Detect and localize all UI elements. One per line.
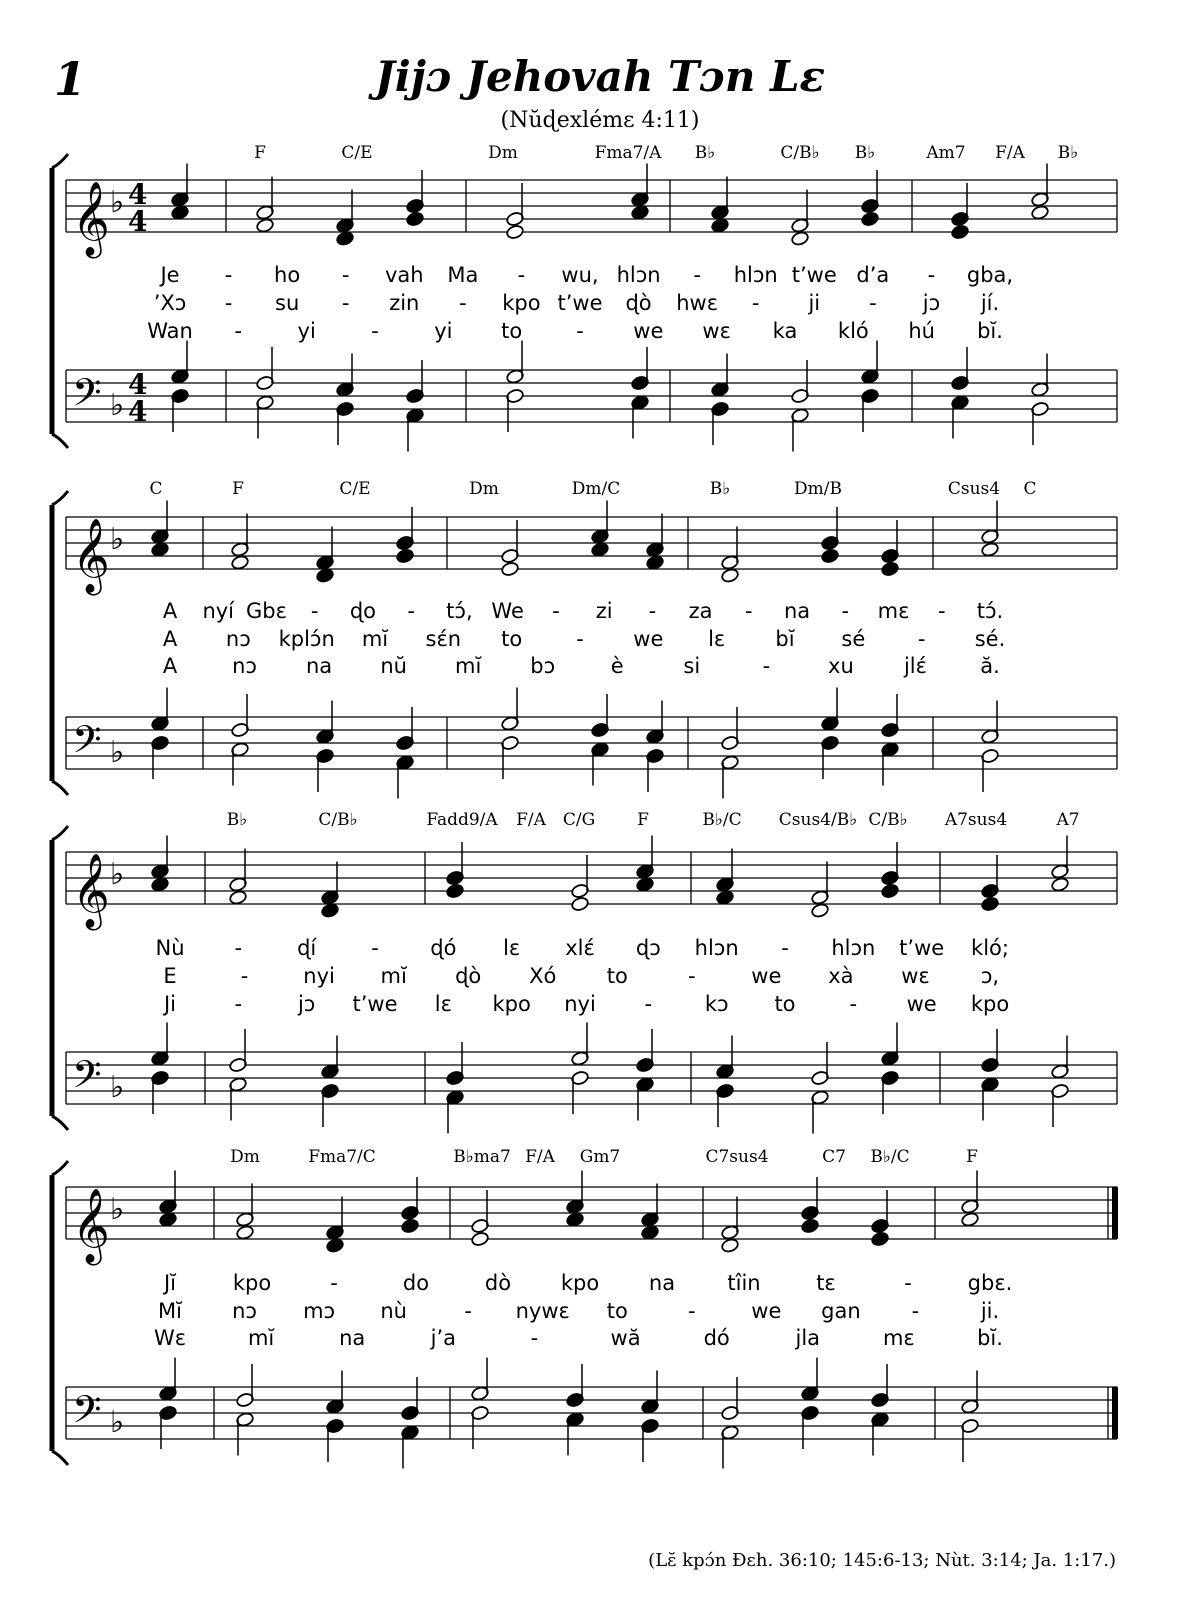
notehead xyxy=(446,883,465,899)
lyric-syllable: t’we xyxy=(791,263,837,287)
lyric-syllable: we xyxy=(633,319,664,343)
time-signature-top: 4 xyxy=(128,178,148,211)
lyric-syllable: xà xyxy=(828,964,854,988)
lyric-syllable: hlɔn xyxy=(733,263,778,287)
chord-symbol: Dm xyxy=(488,143,518,163)
scripture-reference: (Nŭɖexlémɛ 4:11) xyxy=(500,108,700,133)
notehead xyxy=(1051,877,1070,893)
lyric-syllable: ɖò xyxy=(455,964,482,988)
final-barline-thick xyxy=(1112,1387,1118,1439)
notehead xyxy=(631,205,650,221)
lyric-syllable: hlɔn xyxy=(616,263,661,287)
lyric-syllable: mɔ xyxy=(303,1299,336,1323)
lyric-syllable: - xyxy=(762,654,771,678)
lyric-syllable: xlɛ́ xyxy=(565,936,595,960)
lyric-syllable: - xyxy=(745,599,753,623)
notehead xyxy=(1031,205,1050,221)
notehead xyxy=(641,1225,660,1241)
bass-clef: 𝄢 xyxy=(72,717,102,771)
lyric-syllable: ka xyxy=(772,319,798,343)
lyric-syllable: dó xyxy=(703,1326,730,1350)
lyric-syllable: nɔ xyxy=(232,1299,257,1323)
notehead xyxy=(961,1212,980,1228)
lyric-syllable: kpo xyxy=(970,992,1010,1016)
notehead xyxy=(646,555,665,571)
lyric-syllable: A xyxy=(162,627,178,651)
treble-staff xyxy=(66,1187,1118,1266)
lyric-syllable: hú xyxy=(908,319,935,343)
lyric-syllable: bĭ. xyxy=(977,1326,1003,1350)
lyric-syllable: tɛ xyxy=(816,1271,836,1295)
chord-symbol: F xyxy=(637,810,649,830)
notehead xyxy=(721,1238,740,1254)
lyric-syllable: sé xyxy=(841,627,866,651)
lyric-syllable: hwɛ xyxy=(676,291,719,315)
lyric-syllable: Xó xyxy=(529,964,557,988)
lyric-syllable: ɖɔ xyxy=(635,936,661,960)
lyric-syllable: bĭ xyxy=(775,627,795,651)
chord-symbol: Dm/B xyxy=(794,479,842,499)
lyric-syllable: nù xyxy=(380,1299,407,1323)
lyric-syllable: kpo xyxy=(502,291,541,315)
notehead xyxy=(566,1212,585,1228)
lyric-syllable: - xyxy=(224,263,233,287)
lyric-syllable: lɛ xyxy=(434,992,452,1016)
lyric-syllable: sé. xyxy=(974,627,1006,651)
lyric-syllable: we xyxy=(906,992,937,1016)
chord-symbol: B♭ xyxy=(694,143,716,163)
lyric-syllable: na xyxy=(648,1271,676,1295)
lyric-syllable: kpo xyxy=(492,992,531,1016)
lyric-syllable: to xyxy=(501,627,523,651)
chord-symbol: Dm xyxy=(469,479,499,499)
lyric-syllable: yi xyxy=(297,319,316,343)
notehead xyxy=(321,903,340,919)
treble-clef: 𝄞 xyxy=(72,519,110,593)
lyric-syllable: - xyxy=(517,263,526,287)
lyric-syllable: - xyxy=(464,1299,472,1323)
chord-symbol: C7sus4 xyxy=(705,1147,769,1167)
lyric-syllable: Mĭ xyxy=(158,1299,182,1323)
lyric-syllable: tɔ́, xyxy=(446,599,473,623)
notehead xyxy=(711,218,730,234)
lyric-syllable: ho xyxy=(274,263,301,287)
lyric-syllable: ɔ, xyxy=(980,964,1000,988)
lyric-syllable: - xyxy=(849,992,858,1016)
lyric-syllable: gba, xyxy=(966,263,1014,287)
final-barline-thick xyxy=(1112,1187,1118,1239)
lyric-syllable: - xyxy=(576,319,584,343)
hymn-title: Jijɔ Jehovah Tɔn Lɛ xyxy=(374,52,826,101)
lyric-syllable: wu, xyxy=(561,263,599,287)
lyric-syllable: - xyxy=(937,599,946,623)
bass-clef: 𝄢 xyxy=(72,1052,102,1106)
chord-symbol: B♭ xyxy=(1057,143,1079,163)
lyric-syllable: kpo xyxy=(560,1271,600,1295)
key-signature-flat: ♭ xyxy=(110,388,125,423)
notehead xyxy=(791,231,810,247)
lyric-syllable: ’Xɔ xyxy=(153,291,187,315)
lyric-syllable: mĭ xyxy=(361,627,389,651)
chord-symbol: Gm7 xyxy=(579,1147,621,1167)
key-signature-flat: ♭ xyxy=(110,1070,125,1105)
chord-symbol: B♭/C xyxy=(870,1147,910,1167)
lyric-syllable: dò xyxy=(484,1271,512,1295)
bass-staff xyxy=(66,1052,1117,1106)
notehead xyxy=(501,561,520,577)
bracket-bottom xyxy=(52,1116,68,1130)
lyric-syllable: Gbɛ xyxy=(245,599,287,623)
lyric-syllable: - xyxy=(371,936,379,960)
lyric-syllable: jlɛ́ xyxy=(903,654,927,678)
lyric-syllable: to xyxy=(774,992,796,1016)
notehead xyxy=(861,211,880,227)
time-signature-top: 4 xyxy=(128,368,148,401)
footer-references: (Lɛ̆ kpɔ́n Ðɛh. 36:10; 145:6-13; Nùt. 3:14; Ja. 1:17.) xyxy=(648,1550,1116,1571)
chord-symbol: B♭/C xyxy=(702,810,742,830)
notehead xyxy=(336,231,355,247)
lyric-syllable: Nù xyxy=(155,936,185,960)
bracket-top xyxy=(52,1161,68,1175)
key-signature-flat: ♭ xyxy=(110,735,125,770)
lyric-syllable: to xyxy=(606,1299,628,1323)
lyric-syllable: t’we xyxy=(352,992,398,1016)
lyric-syllable: nywɛ xyxy=(515,1299,570,1323)
lyric-syllable: za xyxy=(688,599,713,623)
hymn-number: 1 xyxy=(54,52,87,106)
chord-symbol: F xyxy=(254,143,266,163)
lyric-syllable: j’a xyxy=(430,1326,457,1350)
chord-symbol: C xyxy=(1023,479,1037,499)
chord-symbol: C/B♭ xyxy=(318,810,358,830)
lyric-syllable: to xyxy=(606,964,628,988)
lyric-syllable: mɛ xyxy=(877,599,910,623)
chord-symbol: F xyxy=(966,1147,978,1167)
lyric-syllable: nyi xyxy=(303,964,335,988)
lyric-syllable: do xyxy=(402,1271,430,1295)
lyric-syllable: ɖò xyxy=(625,291,652,315)
notehead xyxy=(151,542,170,558)
lyric-syllable: lɛ xyxy=(503,936,521,960)
key-signature-flat: ♭ xyxy=(110,1405,125,1440)
lyric-syllable: - xyxy=(869,291,877,315)
lyric-syllable: We xyxy=(491,599,524,623)
notehead xyxy=(881,883,900,899)
lyric-syllable: t’we xyxy=(899,936,945,960)
treble-clef: 𝄞 xyxy=(72,182,110,256)
lyric-syllable: ji. xyxy=(980,1299,1000,1323)
notehead xyxy=(801,1218,820,1234)
lyric-syllable: kɔ xyxy=(704,992,729,1016)
chord-symbol: Fma7/A xyxy=(594,143,662,163)
lyric-syllable: bɔ xyxy=(530,654,556,678)
lyric-syllable: tîin xyxy=(727,1271,761,1295)
lyric-syllable: Ma xyxy=(447,263,479,287)
notehead xyxy=(871,1231,890,1247)
chord-symbol: F xyxy=(232,479,244,499)
bracket-top xyxy=(52,491,68,505)
lyric-syllable: ă. xyxy=(980,654,1000,678)
time-signature-bottom: 4 xyxy=(128,205,148,238)
lyric-syllable: - xyxy=(341,263,350,287)
lyric-syllable: zi xyxy=(595,599,613,623)
lyric-syllable: xu xyxy=(828,654,854,678)
chord-symbol: C/B♭ xyxy=(868,810,908,830)
bracket-bottom xyxy=(52,434,68,448)
bracket-bottom xyxy=(52,781,68,795)
chord-symbol: C/B♭ xyxy=(780,143,820,163)
notehead xyxy=(811,903,830,919)
treble-staff xyxy=(66,517,1117,596)
notehead xyxy=(401,1218,420,1234)
notehead xyxy=(229,890,248,906)
time-signature-bottom: 4 xyxy=(128,395,148,428)
lyric-syllable: kplɔ́n xyxy=(278,627,335,651)
lyric-syllable: wɛ xyxy=(901,964,930,988)
lyric-syllable: - xyxy=(576,627,584,651)
lyric-syllable: na xyxy=(339,1326,366,1350)
chord-symbol: C/E xyxy=(339,479,371,499)
lyric-syllable: - xyxy=(644,992,653,1016)
lyric-syllable: we xyxy=(751,964,782,988)
lyric-syllable: wă xyxy=(610,1326,641,1350)
lyric-syllable: - xyxy=(904,1271,912,1295)
lyric-syllable: - xyxy=(693,263,701,287)
lyric-syllable: ɖó xyxy=(430,936,457,960)
lyric-syllable: ji xyxy=(808,291,821,315)
chord-symbol: C7 xyxy=(822,1147,846,1167)
key-signature-flat: ♭ xyxy=(110,1192,125,1227)
lyric-syllable: Je xyxy=(160,263,180,287)
lyric-syllable: - xyxy=(688,1299,696,1323)
lyric-syllable: - xyxy=(310,599,319,623)
chord-symbol: Dm/C xyxy=(571,479,621,499)
lyric-syllable: - xyxy=(234,319,243,343)
treble-clef: 𝄞 xyxy=(72,1189,110,1263)
lyric-syllable: nŭ xyxy=(380,654,407,678)
key-signature-flat: ♭ xyxy=(110,857,125,892)
lyric-syllable: - xyxy=(927,263,936,287)
treble-staff xyxy=(66,852,1117,931)
notehead xyxy=(636,877,655,893)
key-signature-flat: ♭ xyxy=(110,522,125,557)
lyric-syllable: sɛ́n xyxy=(425,627,462,651)
lyric-syllable: nyi xyxy=(564,992,596,1016)
lyric-syllable: mɛ xyxy=(882,1326,915,1350)
notehead xyxy=(396,548,415,564)
notehead xyxy=(821,548,840,564)
lyric-syllable: we xyxy=(633,627,664,651)
notehead xyxy=(316,568,335,584)
chord-symbol: Dm xyxy=(230,1147,260,1167)
chord-symbol: C/G xyxy=(562,810,596,830)
lyric-syllable: - xyxy=(751,291,760,315)
notehead xyxy=(721,568,740,584)
lyric-syllable: - xyxy=(552,599,560,623)
chord-symbol: F/A xyxy=(525,1147,555,1167)
lyric-syllable: - xyxy=(224,291,233,315)
lyric-syllable: na xyxy=(783,599,811,623)
lyric-syllable: kló xyxy=(837,319,869,343)
chord-symbol: C xyxy=(149,479,163,499)
lyric-syllable: kló; xyxy=(971,936,1009,960)
bass-clef: 𝄢 xyxy=(72,370,102,424)
notehead xyxy=(159,1212,178,1228)
lyric-syllable: yi xyxy=(434,319,453,343)
lyric-syllable: si xyxy=(683,654,701,678)
bracket-bottom xyxy=(52,1451,68,1465)
notehead xyxy=(171,205,190,221)
lyric-syllable: wɛ xyxy=(702,319,731,343)
lyric-syllable: A xyxy=(162,599,178,623)
notehead xyxy=(151,877,170,893)
lyric-syllable: lɛ xyxy=(708,627,726,651)
lyric-syllable: - xyxy=(234,992,243,1016)
lyric-syllable: ɖo xyxy=(349,599,377,623)
lyric-syllable: t’we xyxy=(557,291,603,315)
lyric-syllable: è xyxy=(610,654,624,678)
lyric-syllable: - xyxy=(330,1271,338,1295)
lyric-syllable: Wɛ xyxy=(153,1326,187,1350)
notehead xyxy=(951,224,970,240)
lyric-syllable: bĭ. xyxy=(977,319,1003,343)
lyric-syllable: Jĭ xyxy=(163,1271,177,1295)
lyric-syllable: hlɔn xyxy=(694,936,739,960)
chord-symbol: A7 xyxy=(1056,810,1080,830)
chord-symbol: C/E xyxy=(341,143,373,163)
notehead xyxy=(406,211,425,227)
lyric-syllable: - xyxy=(459,291,467,315)
notehead xyxy=(236,1225,255,1241)
chord-symbol: Csus4/B♭ xyxy=(778,810,858,830)
lyric-syllable: jla xyxy=(795,1326,821,1350)
lyric-syllable: nyí xyxy=(202,599,235,623)
chord-symbol: B♭ xyxy=(854,143,876,163)
notehead xyxy=(981,542,1000,558)
lyric-syllable: mĭ xyxy=(380,964,407,988)
lyric-syllable: - xyxy=(530,1326,539,1350)
lyric-syllable: - xyxy=(781,936,789,960)
lyric-syllable: - xyxy=(917,627,926,651)
notehead xyxy=(881,561,900,577)
notehead xyxy=(716,890,735,906)
lyric-syllable: ɖí xyxy=(297,936,317,960)
treble-clef: 𝄞 xyxy=(72,854,110,928)
notehead xyxy=(571,896,590,912)
notehead xyxy=(981,896,1000,912)
lyric-syllable: hlɔn xyxy=(831,936,876,960)
lyric-syllable: vah xyxy=(384,263,424,287)
lyric-syllable: - xyxy=(240,964,249,988)
notehead xyxy=(506,224,525,240)
bass-clef: 𝄢 xyxy=(72,1387,102,1441)
notehead xyxy=(591,542,610,558)
notehead xyxy=(326,1238,345,1254)
chord-symbol: B♭ xyxy=(709,479,731,499)
lyric-syllable: mĭ xyxy=(247,1326,275,1350)
lyric-syllable: - xyxy=(841,599,850,623)
notehead xyxy=(256,218,275,234)
lyric-syllable: jɔ xyxy=(297,992,316,1016)
chord-symbol: F/A xyxy=(995,143,1025,163)
notehead xyxy=(231,555,250,571)
lyric-syllable: we xyxy=(751,1299,782,1323)
lyric-syllable: jɔ xyxy=(922,291,941,315)
chord-symbol: Am7 xyxy=(926,143,966,163)
lyric-syllable: nɔ xyxy=(232,654,257,678)
lyric-syllable: gbɛ. xyxy=(967,1271,1013,1295)
lyric-syllable: - xyxy=(371,319,379,343)
bracket-top xyxy=(52,154,68,168)
lyric-syllable: su xyxy=(275,291,300,315)
lyric-syllable: Wan xyxy=(147,319,193,343)
chord-symbol: Fadd9/A xyxy=(426,810,498,830)
lyric-syllable: - xyxy=(688,964,696,988)
chord-symbol: B♭ xyxy=(226,810,248,830)
lyric-syllable: Ji xyxy=(163,992,177,1016)
lyric-syllable: jí. xyxy=(980,291,1000,315)
lyric-syllable: - xyxy=(911,1299,920,1323)
lyric-syllable: na xyxy=(305,654,333,678)
notehead xyxy=(471,1231,490,1247)
bass-staff xyxy=(66,717,1117,771)
chord-symbol: Fma7/C xyxy=(308,1147,376,1167)
lyric-syllable: - xyxy=(234,936,243,960)
lyric-syllable: gan xyxy=(821,1299,861,1323)
bass-staff xyxy=(66,1387,1118,1441)
notes xyxy=(171,164,1050,452)
lyric-syllable: tɔ́. xyxy=(976,599,1004,623)
lyric-syllable: to xyxy=(501,319,523,343)
lyric-syllable: d’a xyxy=(856,263,890,287)
chord-symbol: A7sus4 xyxy=(944,810,1008,830)
lyric-syllable: - xyxy=(341,291,350,315)
lyric-syllable: - xyxy=(407,599,415,623)
lyric-syllable: - xyxy=(648,599,657,623)
chord-symbol: B♭ma7 xyxy=(453,1147,511,1167)
lyric-syllable: A xyxy=(162,654,178,678)
lyric-syllable: mĭ xyxy=(455,654,482,678)
lyric-syllable: E xyxy=(163,964,177,988)
chord-symbol: Csus4 xyxy=(947,479,1001,499)
chord-symbol: F/A xyxy=(516,810,546,830)
lyric-syllable: zin xyxy=(389,291,420,315)
lyric-syllable: kpo xyxy=(232,1271,272,1295)
bracket-top xyxy=(52,826,68,840)
lyric-syllable: nɔ xyxy=(225,627,251,651)
key-signature-flat: ♭ xyxy=(110,185,125,220)
